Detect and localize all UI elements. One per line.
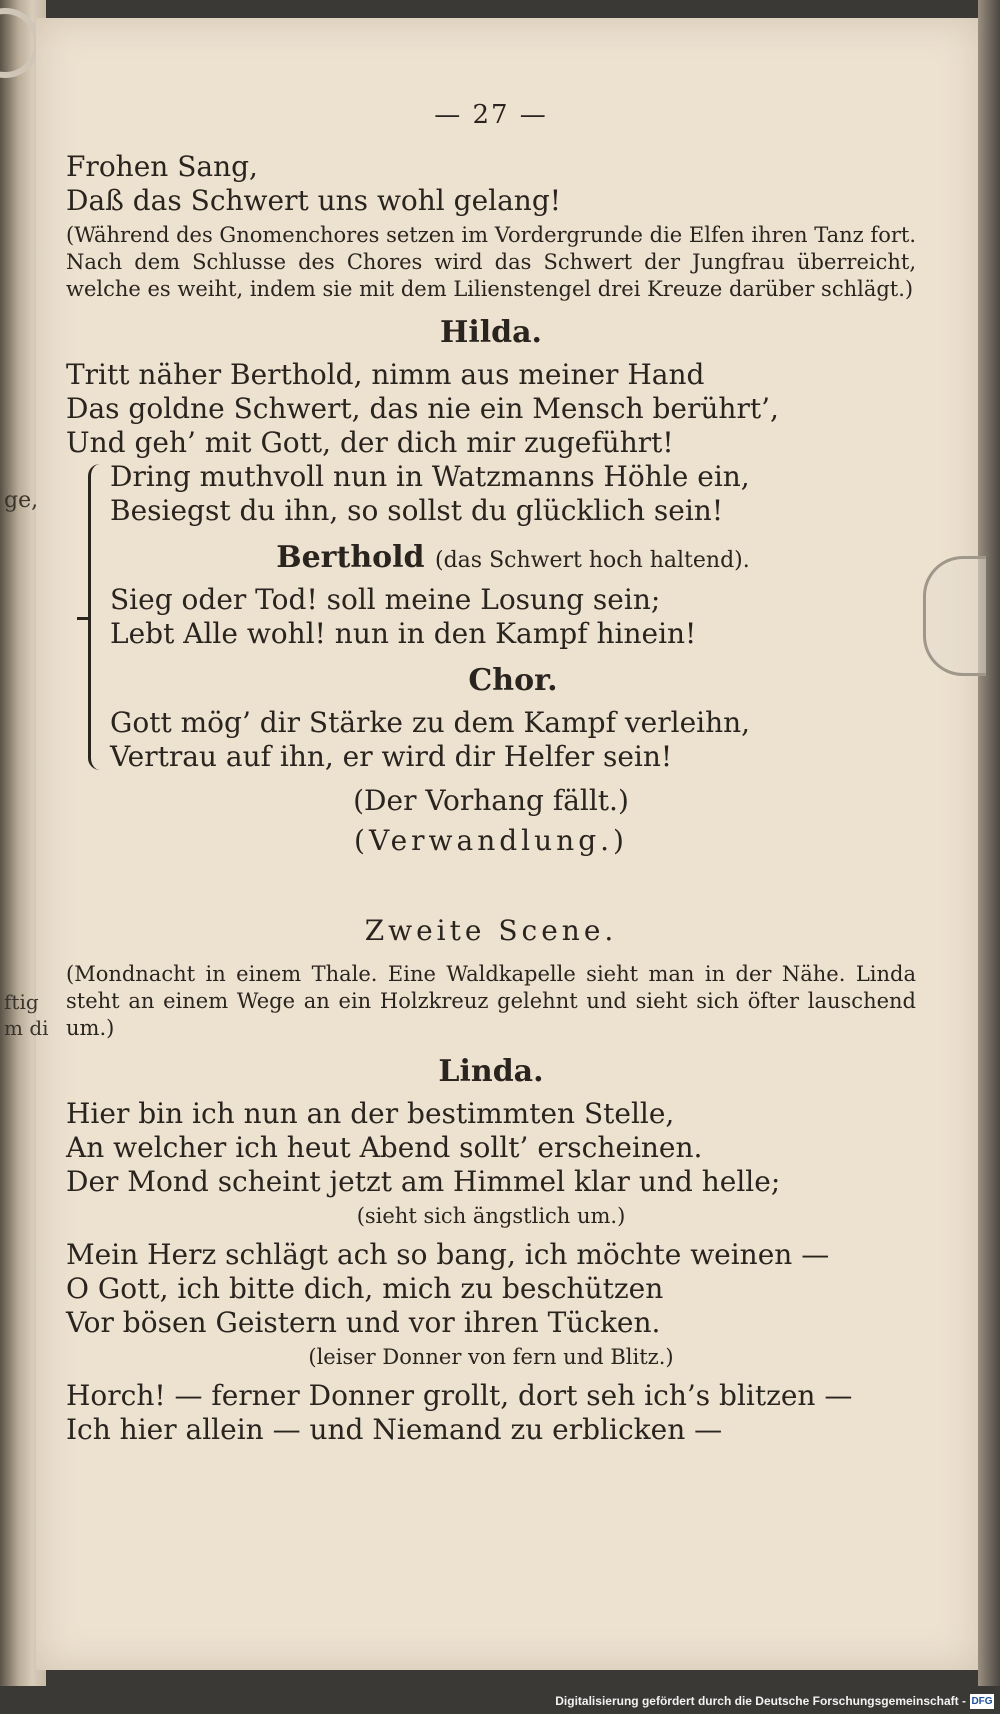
verse-line: Und geh’ mit Gott, der dich mir zugeführt! [66,426,674,459]
footer-credit: Digitalisierung gefördert durch die Deutsche Forschungsgemeinschaft - [555,1694,966,1708]
verse-line: Vor bösen Geistern und vor ihren Tücken. [66,1306,661,1339]
verse-line: An welcher ich heut Abend sollt’ erscheinen. [66,1131,703,1164]
curly-bracket [88,464,105,770]
margin-fragment: m di [4,1016,49,1040]
transformation-direction: (Verwandlung.) [354,824,628,857]
verse-line: Der Mond scheint jetzt am Himmel klar und helle; [66,1165,781,1198]
verse-line: Tritt näher Berthold, nimm aus meiner Hand [66,358,705,391]
verse-line: Vertrau auf ihn, er wird dir Helfer sein! [110,740,673,773]
verse-line: Sieg oder Tod! soll meine Losung sein; [110,583,661,616]
verse-line: Horch! — ferner Donner grollt, dort seh ich’s blitzen — [66,1379,853,1412]
margin-fragment: ge, [4,488,39,513]
stage-direction: (Mondnacht in einem Thale. Eine Waldkapelle sieht man in der Nähe. Linda steht an einem Wege an ein Holzkreuz gelehnt und sieht sich öfter lauschend um.) [66,962,916,1040]
bracketed-passage [66,460,916,774]
page-content [66,100,916,1447]
stage-direction: (leiser Donner von fern und Blitz.) [308,1345,674,1369]
verse-line: Hier bin ich nun an der bestimmten Stelle, [66,1097,675,1130]
curly-bracket-notch [77,617,89,620]
verse-line: Ich hier allein — und Niemand zu erblicken — [66,1413,723,1446]
margin-fragment: ftig [4,990,39,1014]
stage-direction: (Während des Gnomenchores setzen im Vordergrunde die Elfen ihren Tanz fort. Nach dem Schlusse des Chores wird das Schwert der Jungfrau überreicht, welche es weiht, indem sie mit dem Lilienstengel drei Kreuze darüber schlägt.) [66,223,916,301]
verse-line: Lebt Alle wohl! nun in den Kampf hinein! [110,617,697,650]
verse-line: Dring muthvoll nun in Watzmanns Höhle ein, [110,460,750,493]
verse-line: Daß das Schwert uns wohl gelang! [66,184,562,217]
speaker-hilda: Hilda. [440,315,542,350]
speaker-direction: (das Schwert hoch haltend). [435,548,750,573]
speaker-chor: Chor. [468,663,558,698]
verse-line: Mein Herz schlägt ach so bang, ich möchte weinen — [66,1238,830,1271]
scan-right-edge [978,0,1000,1714]
verse-line: Gott mög’ dir Stärke zu dem Kampf verleihn, [110,706,751,739]
page-clip [923,556,986,676]
page-number: — 27 — [434,100,548,130]
verse-line: O Gott, ich bitte dich, mich zu beschützen [66,1272,664,1305]
verse-line: Besiegst du ihn, so sollst du glücklich sein! [110,494,724,527]
verse-line: Das goldne Schwert, das nie ein Mensch berührt’, [66,392,779,425]
speaker-berthold [110,540,916,575]
speaker-name: Berthold [276,540,425,575]
curtain-direction: (Der Vorhang fällt.) [353,784,629,817]
dfg-logo-icon: DFG [971,1696,993,1707]
speaker-linda: Linda. [438,1054,544,1089]
scene-title: Zweite Scene. [364,914,618,947]
verse-line: Frohen Sang, [66,150,258,183]
stage-direction: (sieht sich ängstlich um.) [356,1204,626,1228]
